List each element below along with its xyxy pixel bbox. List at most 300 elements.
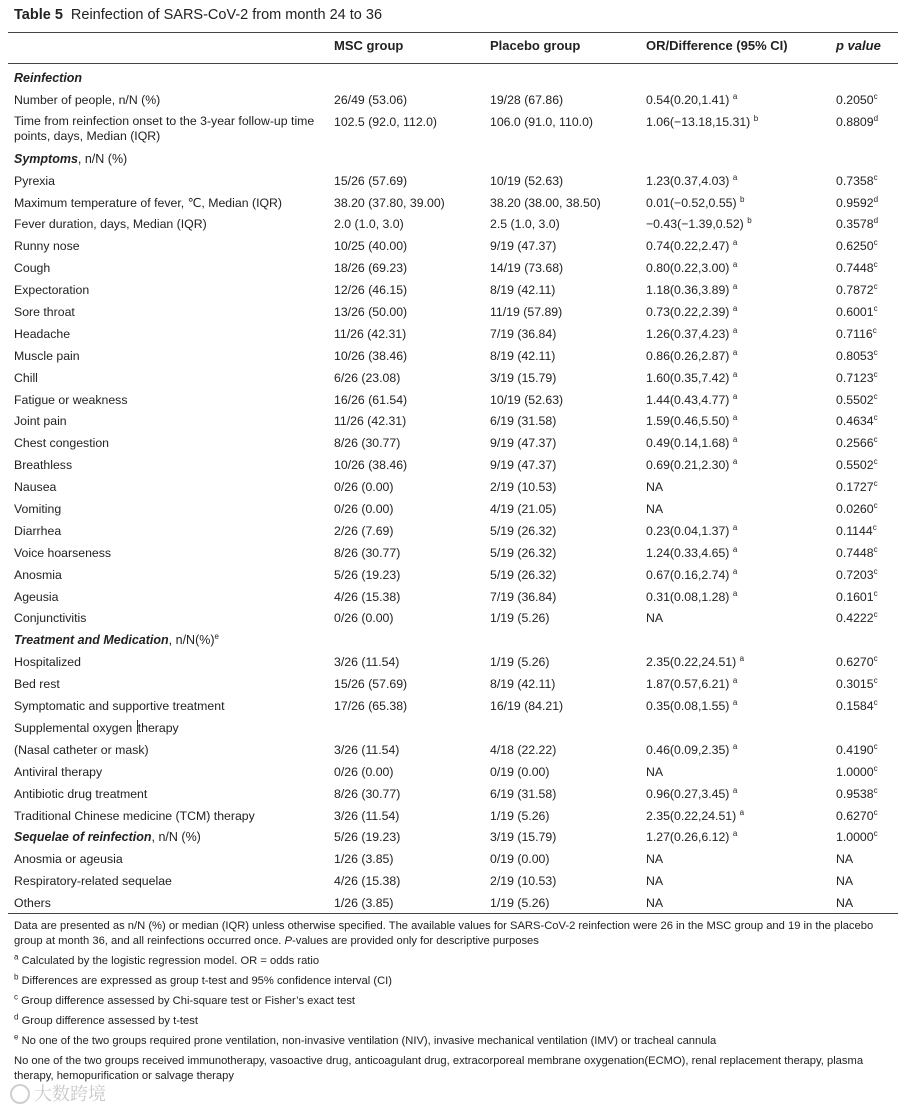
row-label bbox=[14, 324, 70, 346]
p-text: NA bbox=[836, 874, 854, 889]
or-text: 1.60(0.35,7.42) bbox=[646, 370, 730, 385]
placebo-value: 10/19 (52.63) bbox=[490, 173, 564, 188]
footnote-marker: c bbox=[873, 457, 878, 467]
msc-value: 15/26 (57.69) bbox=[334, 173, 408, 188]
msc-value: 13/26 (50.00) bbox=[334, 305, 408, 320]
or-value bbox=[646, 871, 663, 893]
row-label-text: Fatigue or weakness bbox=[14, 392, 128, 407]
or-text: 1.06(−13.18,15.31) bbox=[646, 114, 751, 129]
p-text: 0.9592 bbox=[836, 195, 874, 210]
table-row bbox=[0, 258, 910, 280]
or-value bbox=[646, 543, 737, 565]
p-value bbox=[836, 652, 878, 674]
footnote-marker: b bbox=[753, 113, 759, 123]
footnote-text: No one of the two groups received immunotherapy, vasoactive drug, anticoagulant drug, extracorporeal membrane oxygenation(ECMO), renal replacement therapy, plasma therapy, hemopurification or salvage therapy bbox=[14, 1055, 864, 1082]
p-text: 0.8053 bbox=[836, 348, 874, 363]
msc-value: 16/26 (61.54) bbox=[334, 392, 408, 407]
or-text: 0.23(0.04,1.37) bbox=[646, 523, 730, 538]
footnote-text: Differences are expressed as group t-test and 95% confidence interval (CI) bbox=[21, 975, 392, 987]
p-text: 0.3578 bbox=[836, 217, 874, 232]
msc-value: 26/49 (53.06) bbox=[334, 92, 408, 107]
row-label-text: (Nasal catheter or mask) bbox=[14, 742, 149, 757]
or-text: 0.86(0.26,2.87) bbox=[646, 348, 730, 363]
row-label-text: Nausea bbox=[14, 480, 57, 495]
row-label-text: Anosmia or ageusia bbox=[14, 852, 123, 867]
p-text: 0.1727 bbox=[836, 480, 874, 495]
table-row bbox=[0, 433, 910, 455]
or-text: NA bbox=[646, 852, 664, 867]
p-value bbox=[836, 411, 878, 433]
or-value bbox=[646, 565, 737, 587]
p-text: 0.4634 bbox=[836, 414, 874, 429]
footnote-marker: d bbox=[873, 216, 879, 226]
or-text: 1.59(0.46,5.50) bbox=[646, 414, 730, 429]
section-row bbox=[0, 68, 910, 90]
table-row bbox=[0, 762, 910, 784]
p-value bbox=[836, 893, 853, 915]
row-label-text: Breathless bbox=[14, 458, 73, 473]
or-value bbox=[646, 324, 737, 346]
placebo-value: 16/19 (84.21) bbox=[490, 699, 564, 714]
placebo-value: 0/19 (0.00) bbox=[490, 852, 550, 867]
or-value bbox=[646, 521, 737, 543]
placebo-value: 6/19 (31.58) bbox=[490, 786, 557, 801]
section-title: Sequelae of reinfection bbox=[14, 830, 152, 845]
or-text: NA bbox=[646, 502, 664, 517]
p-text: 0.2566 bbox=[836, 436, 874, 451]
footnote-marker: d bbox=[873, 113, 879, 123]
footnote-marker: a bbox=[732, 91, 738, 101]
footnote-marker: a bbox=[732, 566, 738, 576]
msc-value: 18/26 (69.23) bbox=[334, 261, 408, 276]
p-value bbox=[836, 827, 878, 849]
row-label bbox=[14, 827, 201, 849]
table-row bbox=[0, 368, 910, 390]
header-p: p value bbox=[836, 38, 881, 53]
footnote-marker: c bbox=[873, 763, 878, 773]
or-text: 0.96(0.27,3.45) bbox=[646, 786, 730, 801]
footnote bbox=[14, 1034, 890, 1049]
p-text: 0.1584 bbox=[836, 699, 874, 714]
row-label bbox=[14, 280, 89, 302]
row-label bbox=[14, 587, 58, 609]
or-value bbox=[646, 806, 744, 828]
msc-value: 102.5 (92.0, 112.0) bbox=[334, 114, 438, 129]
row-label-text: Antibiotic drug treatment bbox=[14, 786, 148, 801]
table-title: Reinfection of SARS-CoV-2 from month 24 to 36 bbox=[70, 7, 383, 23]
p-value bbox=[836, 784, 878, 806]
msc-value: 0/26 (0.00) bbox=[334, 480, 394, 495]
placebo-value: 6/19 (31.58) bbox=[490, 414, 557, 429]
table-row bbox=[0, 302, 910, 324]
table-row bbox=[0, 871, 910, 893]
row-label bbox=[14, 368, 38, 390]
table-row bbox=[0, 652, 910, 674]
msc-value: 5/26 (19.23) bbox=[334, 567, 401, 582]
p-value bbox=[836, 806, 878, 828]
footnote-marker: c bbox=[873, 500, 878, 510]
or-value bbox=[646, 696, 737, 718]
footnote-marker: c bbox=[873, 303, 878, 313]
footnote-marker: c bbox=[873, 435, 878, 445]
footnote-marker: c bbox=[14, 992, 18, 1002]
or-text: 2.35(0.22,24.51) bbox=[646, 655, 737, 670]
header-or: OR/Difference (95% CI) bbox=[646, 38, 788, 53]
p-text: 0.7448 bbox=[836, 261, 874, 276]
footnote-marker: c bbox=[873, 566, 878, 576]
footnote-marker: c bbox=[873, 260, 878, 270]
footnote-marker: c bbox=[873, 238, 878, 248]
footnote-marker: b bbox=[747, 216, 752, 226]
p-text: 0.7116 bbox=[836, 326, 873, 341]
p-value bbox=[836, 565, 878, 587]
row-label-text: Fever duration, days, Median (IQR) bbox=[14, 217, 207, 232]
table-row bbox=[0, 849, 910, 871]
footnote-marker: a bbox=[732, 741, 738, 751]
footnote-marker: a bbox=[739, 807, 745, 817]
placebo-value: 1/19 (5.26) bbox=[490, 611, 550, 626]
table-row bbox=[0, 390, 910, 412]
footnote-italic: P bbox=[284, 935, 292, 947]
msc-value: 4/26 (15.38) bbox=[334, 874, 401, 889]
section-unit: , n/N(%) bbox=[168, 633, 215, 648]
placebo-value: 8/19 (42.11) bbox=[490, 283, 556, 298]
header-rule bbox=[8, 63, 898, 64]
row-label-text: Traditional Chinese medicine (TCM) therapy bbox=[14, 808, 255, 823]
p-text: 0.0260 bbox=[836, 502, 874, 517]
msc-value: 2.0 (1.0, 3.0) bbox=[334, 217, 404, 232]
row-label bbox=[14, 871, 172, 893]
footnote-text: Group difference assessed by t-test bbox=[21, 1015, 198, 1027]
footnote-marker: a bbox=[732, 172, 738, 182]
p-value bbox=[836, 193, 878, 215]
footnote-marker: a bbox=[739, 654, 745, 664]
msc-value: 12/26 (46.15) bbox=[334, 283, 408, 298]
p-text: 0.4222 bbox=[836, 611, 874, 626]
row-label bbox=[14, 149, 127, 171]
msc-value: 0/26 (0.00) bbox=[334, 611, 394, 626]
p-value bbox=[836, 302, 878, 324]
footnote-marker: e bbox=[14, 1032, 19, 1042]
footnote-marker: c bbox=[873, 91, 878, 101]
msc-value: 38.20 (37.80, 39.00) bbox=[334, 195, 445, 210]
p-value bbox=[836, 543, 878, 565]
p-text: 1.0000 bbox=[836, 830, 874, 845]
footnote-marker: c bbox=[872, 325, 877, 335]
p-value bbox=[836, 871, 853, 893]
footnote-marker: c bbox=[873, 413, 878, 423]
table-row bbox=[0, 324, 910, 346]
p-value bbox=[836, 740, 878, 762]
placebo-value: 1/19 (5.26) bbox=[490, 655, 550, 670]
p-value bbox=[836, 90, 878, 112]
table-row bbox=[0, 521, 910, 543]
table-row bbox=[0, 280, 910, 302]
row-label-text: Muscle pain bbox=[14, 348, 80, 363]
or-text: NA bbox=[646, 896, 664, 911]
row-label-text: Ageusia bbox=[14, 589, 59, 604]
or-value bbox=[646, 302, 737, 324]
footnote-marker: e bbox=[214, 632, 219, 642]
p-text: 0.7123 bbox=[836, 370, 874, 385]
footnote bbox=[14, 974, 890, 989]
footnote-text: Data are presented as n/N (%) or median (IQR) unless otherwise specified. The available values for SARS-CoV-2 reinfection were 26 in the MSC group and 19 in the placebo group at month 36, and all reinfections occurred once. bbox=[14, 920, 874, 947]
p-text: 0.6250 bbox=[836, 239, 874, 254]
table-row bbox=[0, 171, 910, 193]
or-text: 2.35(0.22,24.51) bbox=[646, 808, 737, 823]
or-text: 0.69(0.21,2.30) bbox=[646, 458, 730, 473]
row-label bbox=[14, 784, 147, 806]
msc-value: 15/26 (57.69) bbox=[334, 677, 408, 692]
p-value bbox=[836, 521, 877, 543]
row-label-text: Expectoration bbox=[14, 283, 90, 298]
or-text: NA bbox=[646, 611, 664, 626]
p-value bbox=[836, 499, 878, 521]
table-footnotes bbox=[14, 919, 890, 1089]
msc-value: 11/26 (42.31) bbox=[334, 326, 407, 341]
p-value bbox=[836, 608, 878, 630]
footnote-text: Calculated by the logistic regression model. OR = odds ratio bbox=[21, 955, 320, 967]
p-text: NA bbox=[836, 852, 854, 867]
msc-value: 0/26 (0.00) bbox=[334, 502, 394, 517]
p-value bbox=[836, 455, 878, 477]
table-row bbox=[0, 346, 910, 368]
row-label bbox=[14, 521, 61, 543]
msc-value: 10/26 (38.46) bbox=[334, 458, 408, 473]
section-title: Treatment and Medication bbox=[14, 633, 169, 648]
or-value bbox=[646, 893, 663, 915]
footnote-marker: c bbox=[873, 391, 878, 401]
footnote-marker: a bbox=[732, 457, 738, 467]
footnote-marker: c bbox=[873, 172, 878, 182]
row-label-text: Headache bbox=[14, 326, 71, 341]
placebo-value: 2/19 (10.53) bbox=[490, 874, 557, 889]
or-value bbox=[646, 499, 663, 521]
or-text: 1.23(0.37,4.03) bbox=[646, 173, 730, 188]
placebo-value: 9/19 (47.37) bbox=[490, 436, 557, 451]
msc-value: 8/26 (30.77) bbox=[334, 786, 401, 801]
placebo-value: 7/19 (36.84) bbox=[490, 589, 557, 604]
table-row bbox=[0, 696, 910, 718]
placebo-value: 1/19 (5.26) bbox=[490, 808, 550, 823]
msc-value: 10/26 (38.46) bbox=[334, 348, 408, 363]
table-body bbox=[0, 68, 910, 915]
row-label bbox=[14, 499, 61, 521]
placebo-value: 8/19 (42.11) bbox=[490, 348, 556, 363]
msc-value: 0/26 (0.00) bbox=[334, 764, 394, 779]
p-text: 0.7872 bbox=[836, 283, 874, 298]
bottom-rule bbox=[8, 913, 898, 914]
or-value bbox=[646, 236, 737, 258]
footnote-marker: b bbox=[14, 972, 19, 982]
row-label-text: Anosmia bbox=[14, 567, 62, 582]
p-text: 0.3015 bbox=[836, 677, 874, 692]
row-label-text: Joint pain bbox=[14, 414, 67, 429]
placebo-value: 9/19 (47.37) bbox=[490, 458, 557, 473]
p-value bbox=[836, 236, 878, 258]
placebo-value: 2.5 (1.0, 3.0) bbox=[490, 217, 560, 232]
row-label-text: Antiviral therapy bbox=[14, 764, 103, 779]
watermark-text: 大数跨境 bbox=[34, 1084, 106, 1104]
msc-value: 8/26 (30.77) bbox=[334, 436, 401, 451]
table-row bbox=[0, 784, 910, 806]
or-value bbox=[646, 411, 737, 433]
footnote-marker: a bbox=[732, 347, 738, 357]
or-value bbox=[646, 280, 737, 302]
row-label bbox=[14, 455, 72, 477]
row-label bbox=[14, 258, 50, 280]
row-label bbox=[14, 193, 282, 215]
placebo-value: 3/19 (15.79) bbox=[490, 830, 557, 845]
p-text: 0.8809 bbox=[836, 114, 874, 129]
p-text: 0.5502 bbox=[836, 458, 874, 473]
table-row bbox=[0, 236, 910, 258]
placebo-value: 4/18 (22.22) bbox=[490, 742, 557, 757]
or-value bbox=[646, 193, 744, 215]
p-value bbox=[836, 762, 878, 784]
or-text: 1.24(0.33,4.65) bbox=[646, 545, 730, 560]
footnote-marker: c bbox=[873, 697, 878, 707]
row-label bbox=[14, 565, 62, 587]
row-label bbox=[14, 543, 111, 565]
row-label bbox=[14, 762, 102, 784]
row-label bbox=[14, 477, 56, 499]
p-value bbox=[836, 696, 878, 718]
table-row bbox=[0, 893, 910, 915]
or-value bbox=[646, 740, 737, 762]
footnote-marker: a bbox=[732, 829, 738, 839]
or-value bbox=[646, 390, 737, 412]
footnote-marker: c bbox=[873, 654, 878, 664]
or-value bbox=[646, 587, 737, 609]
placebo-value: 10/19 (52.63) bbox=[490, 392, 564, 407]
footnote-marker: c bbox=[873, 588, 878, 598]
row-label bbox=[14, 806, 255, 828]
p-value bbox=[836, 346, 878, 368]
row-label bbox=[14, 236, 80, 258]
msc-value: 1/26 (3.85) bbox=[334, 896, 394, 911]
row-label bbox=[14, 390, 127, 412]
placebo-value: 38.20 (38.00, 38.50) bbox=[490, 195, 601, 210]
row-label-text: Supplemental oxygen bbox=[14, 720, 136, 735]
p-text: 0.6270 bbox=[836, 808, 874, 823]
p-text: 0.7203 bbox=[836, 567, 874, 582]
table-row bbox=[0, 112, 910, 149]
footnote-marker: c bbox=[873, 347, 878, 357]
msc-value: 1/26 (3.85) bbox=[334, 852, 394, 867]
or-value bbox=[646, 346, 737, 368]
p-value bbox=[836, 849, 853, 871]
row-label-text: Conjunctivitis bbox=[14, 611, 87, 626]
or-value bbox=[646, 477, 663, 499]
placebo-value: 5/19 (26.32) bbox=[490, 567, 557, 582]
or-value bbox=[646, 214, 752, 236]
footnote-marker: a bbox=[732, 697, 738, 707]
table-row bbox=[0, 193, 910, 215]
placebo-value: 1/19 (5.26) bbox=[490, 896, 550, 911]
placebo-value: 8/19 (42.11) bbox=[490, 677, 556, 692]
table-caption bbox=[14, 7, 382, 23]
p-text: 0.9538 bbox=[836, 786, 874, 801]
or-text: NA bbox=[646, 874, 664, 889]
or-text: 0.31(0.08,1.28) bbox=[646, 589, 730, 604]
placebo-value: 14/19 (73.68) bbox=[490, 261, 564, 276]
footnote-marker: d bbox=[14, 1012, 19, 1022]
footnote-marker: a bbox=[732, 303, 738, 313]
footnote bbox=[14, 994, 890, 1009]
section-unit: , n/N (%) bbox=[77, 151, 128, 166]
section-row bbox=[0, 149, 910, 171]
table-row bbox=[0, 674, 910, 696]
footnote-text: Group difference assessed by Chi-square test or Fisher’s exact test bbox=[21, 995, 356, 1007]
footnote-marker: c bbox=[873, 282, 878, 292]
msc-value: 3/26 (11.54) bbox=[334, 808, 400, 823]
p-value bbox=[836, 324, 877, 346]
msc-value: 8/26 (30.77) bbox=[334, 545, 401, 560]
row-label bbox=[14, 630, 219, 652]
footnote-marker: a bbox=[732, 544, 738, 554]
or-text: NA bbox=[646, 480, 664, 495]
table-row bbox=[0, 718, 910, 740]
placebo-value: 11/19 (57.89) bbox=[490, 305, 563, 320]
row-label-tail: therapy bbox=[137, 720, 179, 735]
table-row bbox=[0, 608, 910, 630]
p-value bbox=[836, 171, 878, 193]
or-text: −0.43(−1.39,0.52) bbox=[646, 217, 744, 232]
placebo-value: 5/19 (26.32) bbox=[490, 545, 557, 560]
footnote-marker: a bbox=[14, 952, 19, 962]
placebo-value: 19/28 (67.86) bbox=[490, 92, 564, 107]
or-text: 1.27(0.26,6.12) bbox=[646, 830, 730, 845]
or-value bbox=[646, 368, 737, 390]
or-text: 0.46(0.09,2.35) bbox=[646, 742, 730, 757]
row-label bbox=[14, 652, 81, 674]
footnote-marker: c bbox=[873, 829, 878, 839]
row-label-text: Sore throat bbox=[14, 305, 75, 320]
table-header bbox=[0, 38, 910, 58]
row-label bbox=[14, 114, 324, 145]
row-label bbox=[14, 214, 207, 236]
row-label-text: Vomiting bbox=[14, 502, 62, 517]
or-text: 1.26(0.37,4.23) bbox=[646, 326, 730, 341]
or-text: 0.80(0.22,3.00) bbox=[646, 261, 730, 276]
section-title: Reinfection bbox=[14, 71, 83, 85]
row-label-text: Voice hoarseness bbox=[14, 545, 112, 560]
or-value bbox=[646, 674, 737, 696]
msc-value: 3/26 (11.54) bbox=[334, 742, 400, 757]
table-row bbox=[0, 455, 910, 477]
footnote-marker: a bbox=[732, 588, 738, 598]
p-text: 0.7448 bbox=[836, 545, 874, 560]
p-value bbox=[836, 214, 878, 236]
footnote-marker: a bbox=[732, 260, 738, 270]
footnote-marker: a bbox=[732, 369, 738, 379]
header-msc: MSC group bbox=[334, 38, 404, 53]
row-label bbox=[14, 346, 80, 368]
row-label-text: Diarrhea bbox=[14, 523, 62, 538]
row-label-text: Maximum temperature of fever, ℃, Median (IQR) bbox=[14, 195, 283, 210]
or-text: 0.73(0.22,2.39) bbox=[646, 305, 730, 320]
p-value bbox=[836, 368, 878, 390]
top-rule bbox=[8, 32, 898, 33]
or-text: 1.87(0.57,6.21) bbox=[646, 677, 730, 692]
or-value bbox=[646, 90, 737, 112]
msc-value: 17/26 (65.38) bbox=[334, 699, 408, 714]
section-row bbox=[0, 827, 910, 849]
msc-value: 11/26 (42.31) bbox=[334, 414, 407, 429]
or-text: 0.67(0.16,2.74) bbox=[646, 567, 730, 582]
p-value bbox=[836, 477, 878, 499]
